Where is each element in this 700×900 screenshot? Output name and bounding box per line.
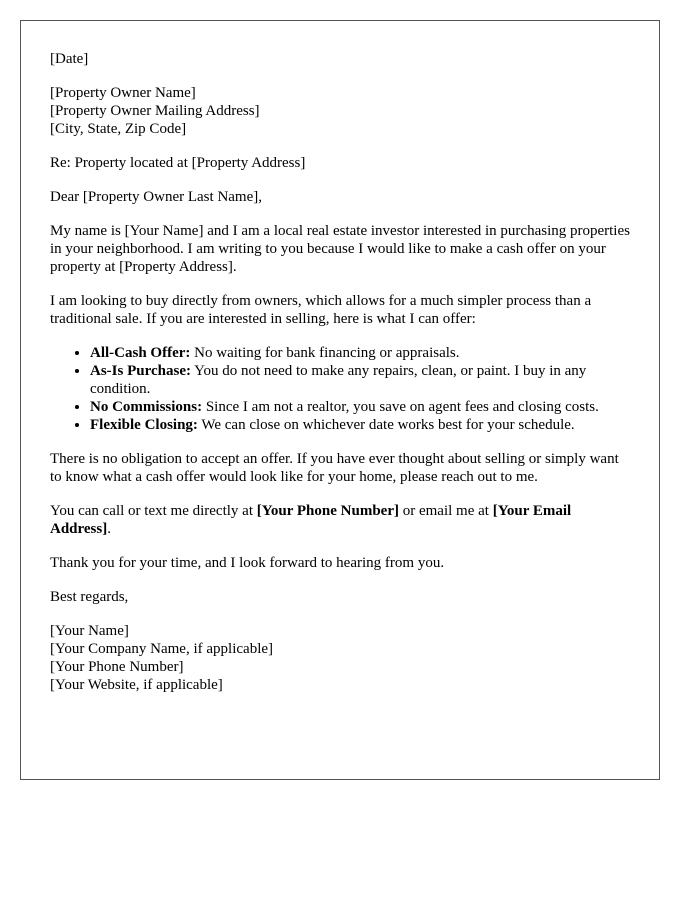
closing: Best regards, [50, 589, 129, 605]
offer-text: Since I am not a realtor, you save on agent fees and closing costs. [202, 399, 599, 415]
thanks-paragraph: Thank you for your time, and I look forward to hearing from you. [50, 555, 445, 571]
offer-title: No Commissions: [90, 399, 203, 415]
offer-text: No waiting for bank financing or appraisals. [190, 345, 460, 361]
contact-phone: [Your Phone Number] [256, 503, 399, 519]
signature-name: [Your Name] [50, 623, 129, 639]
letter-date: [Date] [50, 51, 89, 67]
contact-email: [Your Email Address] [50, 503, 572, 537]
contact-paragraph [50, 502, 631, 538]
offer-list [50, 344, 631, 434]
recipient-city-state-zip: [City, State, Zip Code] [50, 121, 187, 137]
offer-item [90, 398, 631, 416]
subject-line: Re: Property located at [Property Address] [50, 155, 306, 171]
offer-item [90, 362, 631, 398]
signature-company: [Your Company Name, if applicable] [50, 641, 274, 657]
offer-item [90, 344, 631, 362]
contact-middle: or email me at [398, 503, 493, 519]
recipient-block [50, 84, 631, 138]
offer-title: All-Cash Offer: [90, 345, 191, 361]
salutation: Dear [Property Owner Last Name], [50, 189, 262, 205]
recipient-name: [Property Owner Name] [50, 85, 196, 101]
offer-item [90, 416, 631, 434]
offer-text: We can close on whichever date works best for your schedule. [197, 417, 575, 433]
letter-page [20, 20, 660, 780]
intro-paragraph: My name is [Your Name] and I am a local real estate investor interested in purchasing properties in your neighborhood. I am writing to you because I would like to make a cash offer on your property at [Property Address]. [50, 223, 630, 275]
signature-block [50, 622, 631, 694]
signature-phone: [Your Phone Number] [50, 659, 184, 675]
offer-text: You do not need to make any repairs, clean, or paint. I buy in any condition. [90, 363, 587, 397]
offer-title: Flexible Closing: [90, 417, 198, 433]
contact-prefix: You can call or text me directly at [50, 503, 257, 519]
signature-website: [Your Website, if applicable] [50, 677, 223, 693]
recipient-address: [Property Owner Mailing Address] [50, 103, 260, 119]
contact-suffix: . [107, 521, 111, 537]
obligation-paragraph: There is no obligation to accept an offer. If you have ever thought about selling or simply want to know what a cash offer would look like for your home, please reach out to me. [50, 451, 619, 485]
offer-title: As-Is Purchase: [90, 363, 191, 379]
offer-intro-paragraph: I am looking to buy directly from owners, which allows for a much simpler process than a traditional sale. If you are interested in selling, here is what I can offer: [50, 293, 592, 327]
